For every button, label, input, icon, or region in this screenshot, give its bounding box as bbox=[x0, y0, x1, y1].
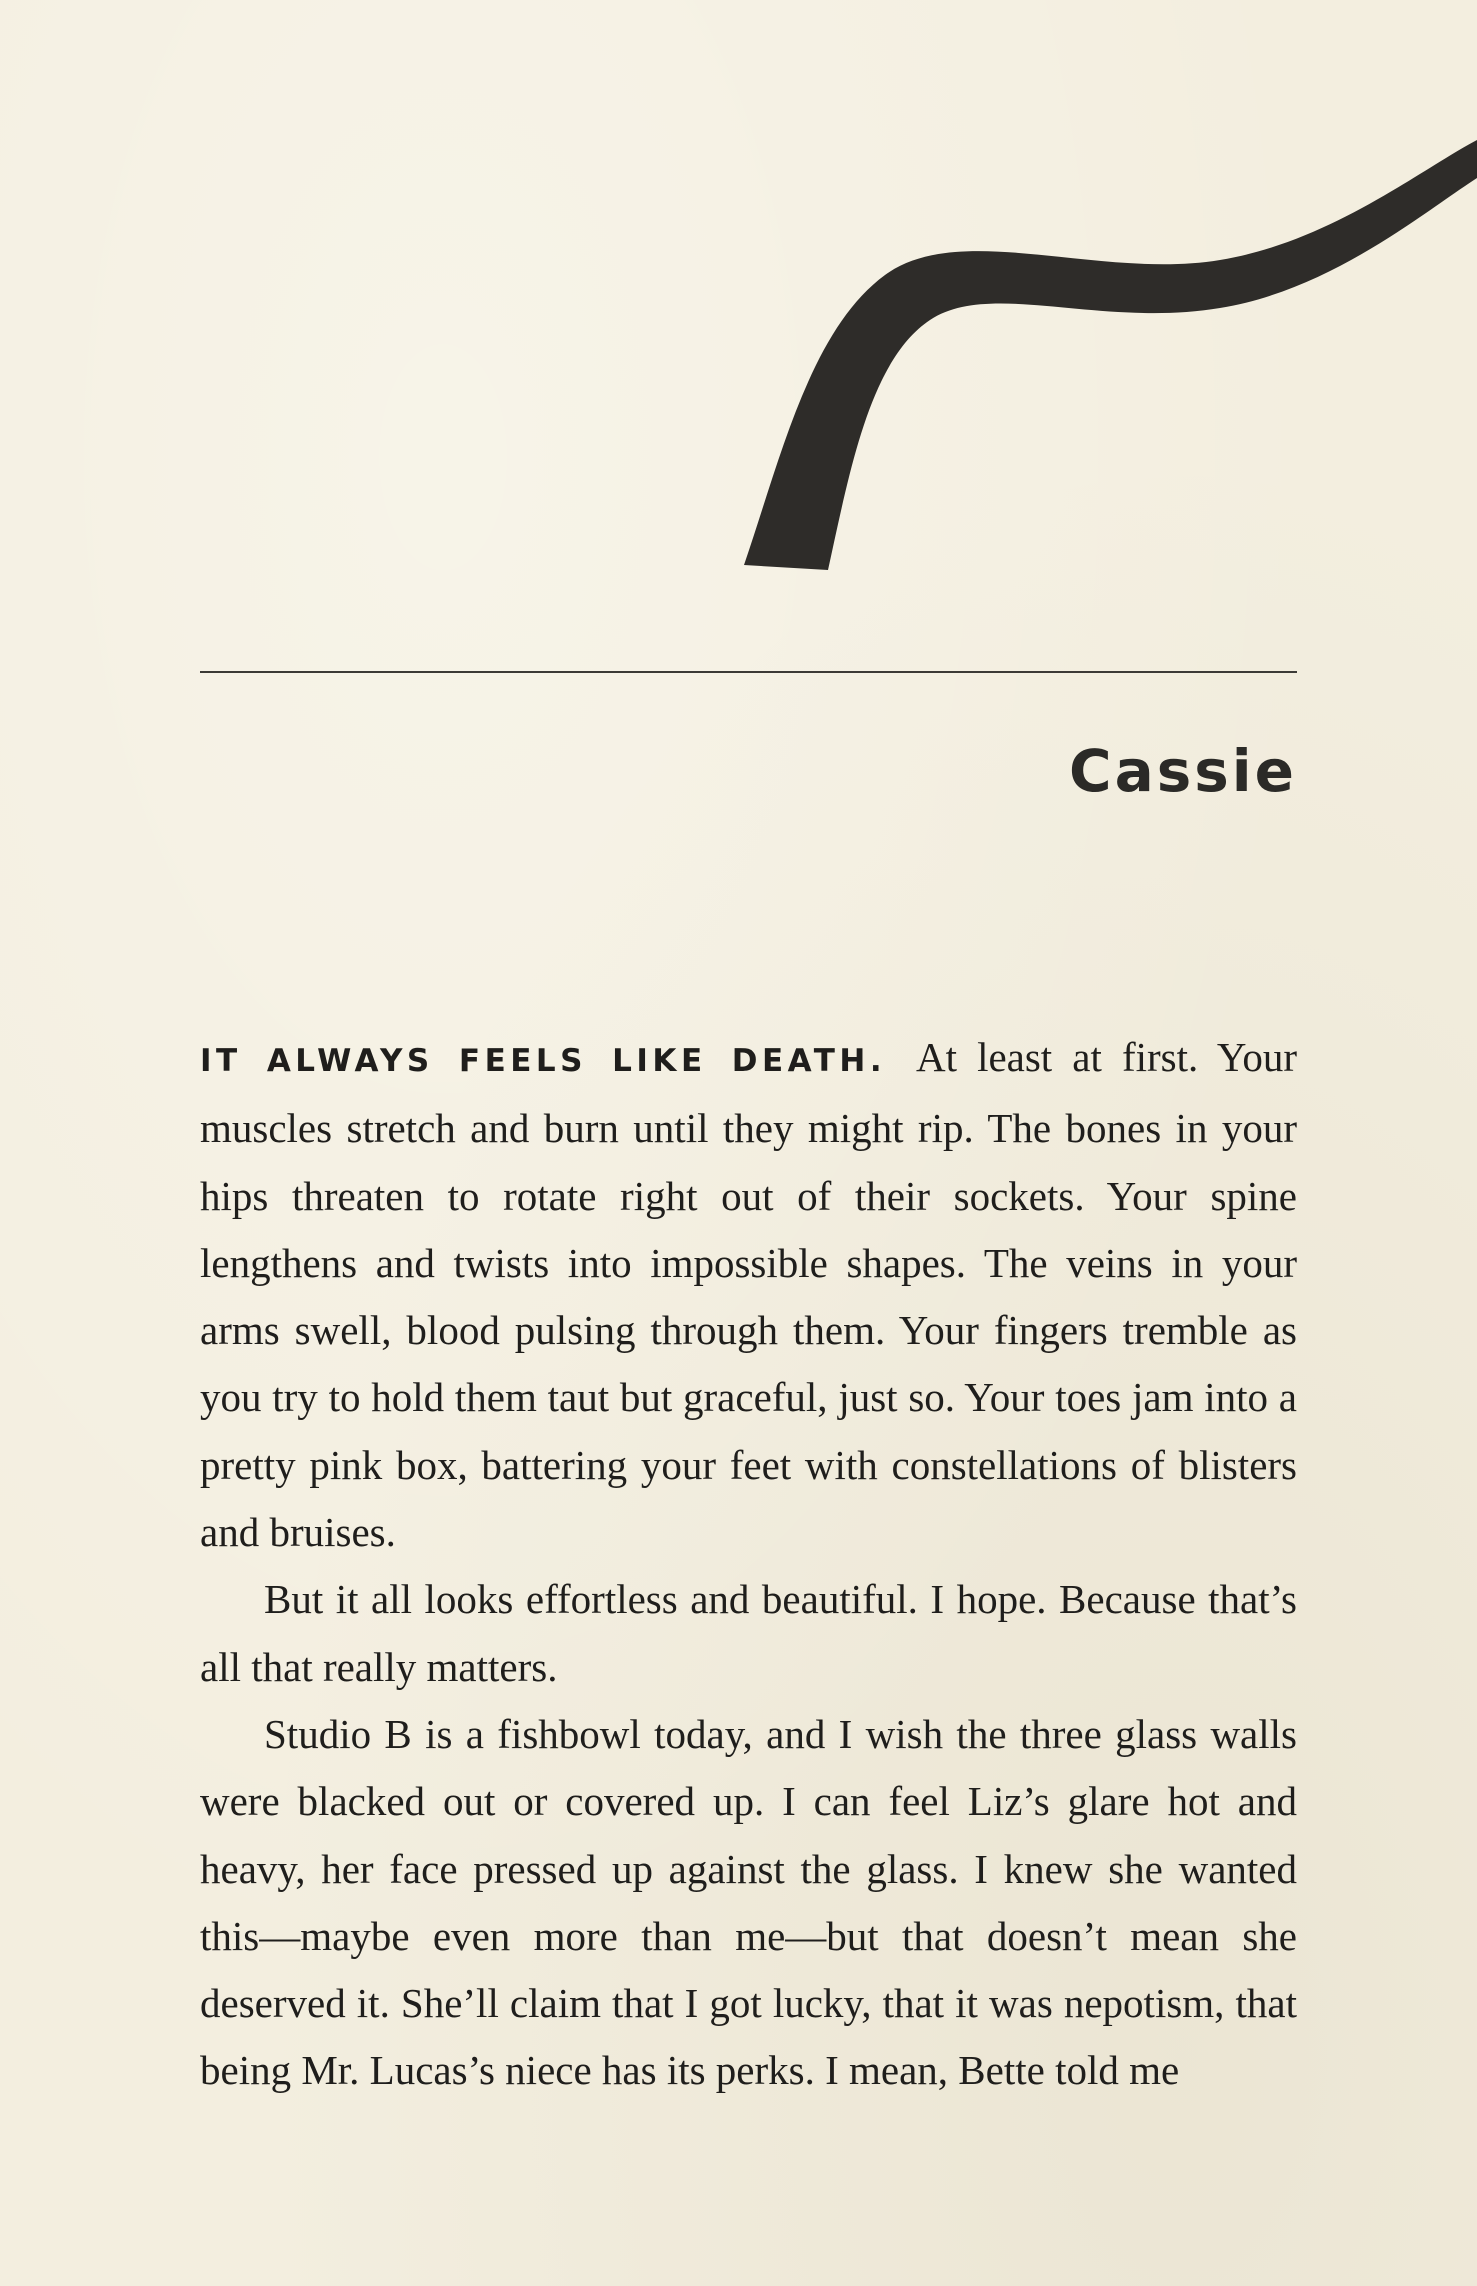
chapter-title: Cassie bbox=[1069, 737, 1297, 805]
paragraph-1 bbox=[200, 1024, 1297, 1566]
paragraph-1-text: At least at first. Your muscles stretch and burn until they might rip. The bones in your hips threaten to rotate right out of their sockets. Your spine lengthens and twists into impossible shapes. The veins in your arms swell, blood pulsing through them. Your fingers tremble as you try to hold them taut but graceful, just so. Your toes jam into a pretty pink box, battering your feet with constellations of blisters and bruises. bbox=[200, 1034, 1297, 1556]
chapter-body bbox=[200, 1024, 1297, 2105]
paragraph-2: But it all looks effortless and beautiful. I hope. Because that’s all that really matters. bbox=[200, 1576, 1297, 1690]
paragraph-3: Studio B is a fishbowl today, and I wish the three glass walls were blacked out or covered up. I can feel Liz’s glare hot and heavy, her face pressed up against the glass. I knew she wanted this—maybe even more than me—but that doesn’t mean she deserved it. She’ll claim that I got lucky, that it was nepotism, that being Mr. Lucas’s niece has its perks. I mean, Bette told me bbox=[200, 1710, 1297, 2094]
opening-small-caps: IT ALWAYS FEELS LIKE DEATH. bbox=[200, 1043, 887, 1079]
chapter-divider-rule bbox=[200, 671, 1297, 673]
chapter-swoosh-ornament bbox=[700, 130, 1477, 590]
